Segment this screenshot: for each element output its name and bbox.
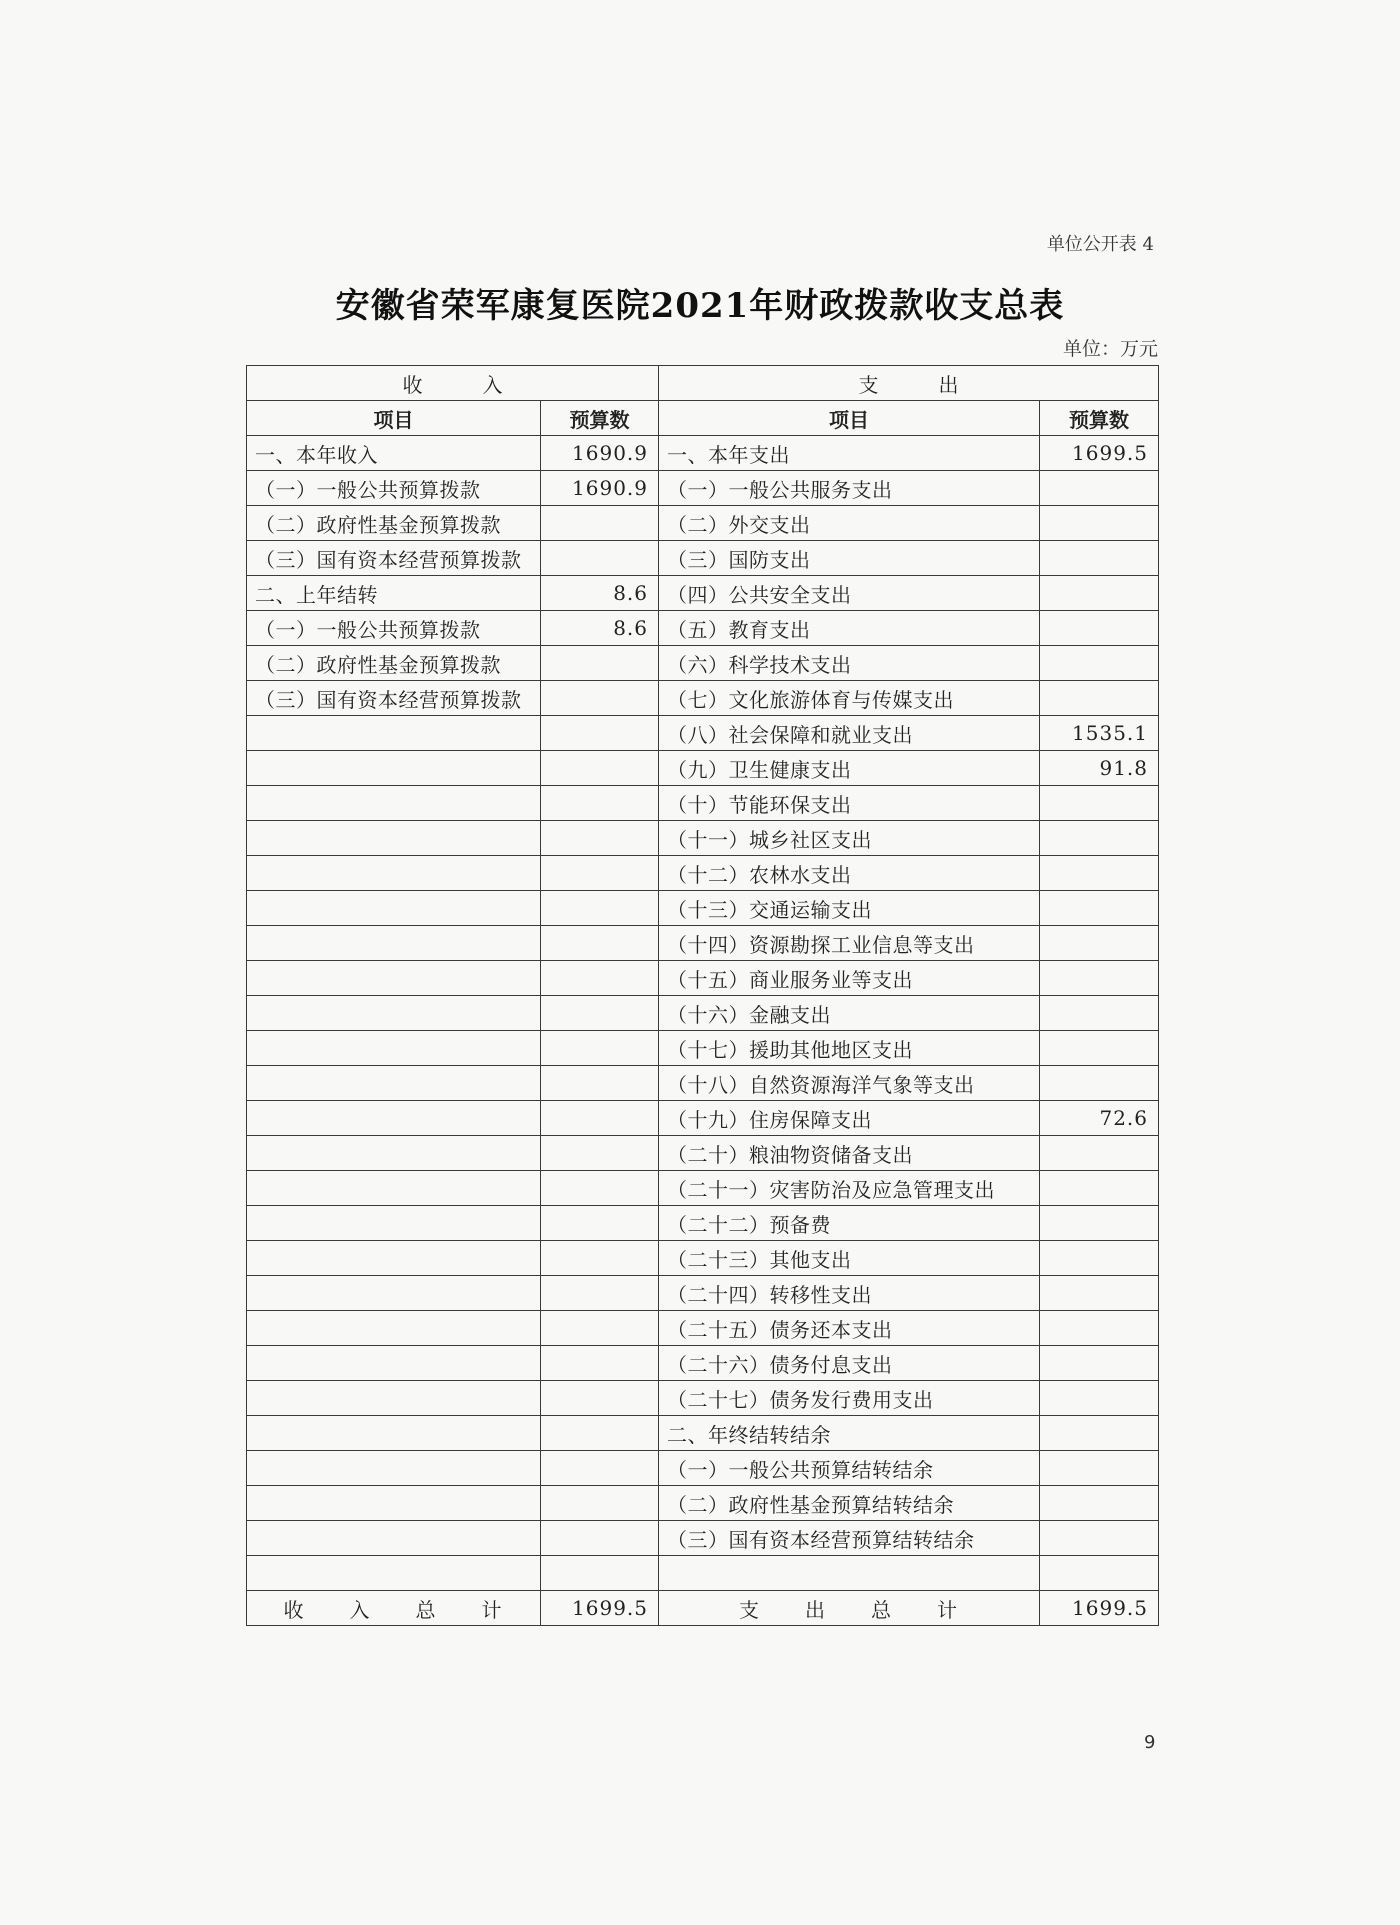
table-row: [247, 1136, 1159, 1171]
table-body: [247, 436, 1159, 1591]
expense-value-cell: [1040, 1346, 1159, 1381]
income-item-cell: [247, 1521, 541, 1556]
expense-item-cell: （三）国有资本经营预算结转结余: [659, 1521, 1040, 1556]
budget-summary-table: [246, 365, 1159, 1626]
income-value-cell: [541, 1101, 659, 1136]
income-item-cell: [247, 1451, 541, 1486]
expense-item-cell: （一）一般公共预算结转结余: [659, 1451, 1040, 1486]
table-row: [247, 1381, 1159, 1416]
income-group-header: 收 入: [247, 366, 659, 401]
expense-value-cell: [1040, 1556, 1159, 1591]
income-item-cell: [247, 786, 541, 821]
table-row: [247, 751, 1159, 786]
table-number-label: 单位公开表 4: [1046, 234, 1154, 255]
expense-item-header: 项目: [659, 401, 1040, 436]
income-value-cell: [541, 1346, 659, 1381]
table-row: [247, 1311, 1159, 1346]
table-row: [247, 1101, 1159, 1136]
income-value-cell: [541, 1206, 659, 1241]
expense-value-cell: [1040, 1311, 1159, 1346]
expense-value-cell: [1040, 1381, 1159, 1416]
expense-value-cell: [1040, 1171, 1159, 1206]
expense-value-cell: [1040, 821, 1159, 856]
expense-value-cell: [1040, 961, 1159, 996]
expense-value-cell: [1040, 1031, 1159, 1066]
expense-budget-header: 预算数: [1040, 401, 1159, 436]
expense-item-cell: （十四）资源勘探工业信息等支出: [659, 926, 1040, 961]
income-total-value: 1699.5: [541, 1591, 659, 1626]
income-value-cell: [541, 961, 659, 996]
expense-item-cell: （二十五）债务还本支出: [659, 1311, 1040, 1346]
income-item-cell: [247, 1241, 541, 1276]
table-total-section: [247, 1591, 1159, 1626]
expense-total-value: 1699.5: [1040, 1591, 1159, 1626]
expense-value-cell: [1040, 891, 1159, 926]
expense-item-cell: （五）教育支出: [659, 611, 1040, 646]
expense-value-cell: [1040, 1066, 1159, 1101]
income-item-cell: [247, 1101, 541, 1136]
income-value-cell: [541, 1486, 659, 1521]
expense-item-cell: （八）社会保障和就业支出: [659, 716, 1040, 751]
income-item-cell: [247, 1066, 541, 1101]
income-value-cell: [541, 1241, 659, 1276]
income-value-cell: [541, 1311, 659, 1346]
expense-item-cell: （十五）商业服务业等支出: [659, 961, 1040, 996]
income-item-cell: （二）政府性基金预算拨款: [247, 646, 541, 681]
expense-item-cell: （一）一般公共服务支出: [659, 471, 1040, 506]
income-item-cell: [247, 961, 541, 996]
expense-item-cell: （二十四）转移性支出: [659, 1276, 1040, 1311]
unit-label: 单位：万元: [1062, 338, 1158, 360]
expense-value-cell: [1040, 1241, 1159, 1276]
expense-value-cell: [1040, 681, 1159, 716]
income-value-cell: [541, 541, 659, 576]
table-row: [247, 926, 1159, 961]
income-item-cell: [247, 926, 541, 961]
income-item-cell: [247, 1381, 541, 1416]
expense-value-cell: [1040, 1206, 1159, 1241]
expense-value-cell: [1040, 471, 1159, 506]
income-item-cell: [247, 1136, 541, 1171]
income-value-cell: [541, 1521, 659, 1556]
income-item-cell: 一、本年收入: [247, 436, 541, 471]
expense-value-cell: [1040, 1451, 1159, 1486]
income-value-cell: [541, 1381, 659, 1416]
expense-item-cell: （二）政府性基金预算结转结余: [659, 1486, 1040, 1521]
expense-value-cell: [1040, 1276, 1159, 1311]
income-value-cell: [541, 716, 659, 751]
table-row: [247, 786, 1159, 821]
expense-group-header: 支 出: [659, 366, 1159, 401]
expense-item-cell: （二十）粮油物资储备支出: [659, 1136, 1040, 1171]
table-row: [247, 821, 1159, 856]
income-item-cell: [247, 1346, 541, 1381]
expense-item-cell: （十八）自然资源海洋气象等支出: [659, 1066, 1040, 1101]
table-row: [247, 716, 1159, 751]
table-row: [247, 996, 1159, 1031]
table-row: [247, 1521, 1159, 1556]
table-row: [247, 1276, 1159, 1311]
total-row: [247, 1591, 1159, 1626]
table-row: [247, 961, 1159, 996]
income-value-cell: [541, 1066, 659, 1101]
income-value-cell: [541, 1556, 659, 1591]
table-row: [247, 856, 1159, 891]
expense-item-cell: 一、本年支出: [659, 436, 1040, 471]
income-value-cell: [541, 891, 659, 926]
income-item-cell: （一）一般公共预算拨款: [247, 471, 541, 506]
table-row: [247, 1206, 1159, 1241]
expense-value-cell: 91.8: [1040, 751, 1159, 786]
income-item-cell: [247, 751, 541, 786]
expense-item-cell: （二十三）其他支出: [659, 1241, 1040, 1276]
expense-item-cell: （十）节能环保支出: [659, 786, 1040, 821]
income-value-cell: [541, 1171, 659, 1206]
income-value-cell: 8.6: [541, 611, 659, 646]
table-row: [247, 1486, 1159, 1521]
income-item-cell: [247, 1486, 541, 1521]
expense-value-cell: [1040, 506, 1159, 541]
income-value-cell: [541, 821, 659, 856]
expense-item-cell: （十一）城乡社区支出: [659, 821, 1040, 856]
income-item-cell: [247, 1416, 541, 1451]
expense-value-cell: [1040, 1521, 1159, 1556]
income-total-label: 收 入 总 计: [247, 1591, 541, 1626]
income-item-cell: [247, 1311, 541, 1346]
expense-item-cell: （二十六）债务付息支出: [659, 1346, 1040, 1381]
expense-item-cell: （七）文化旅游体育与传媒支出: [659, 681, 1040, 716]
income-value-cell: [541, 1451, 659, 1486]
table-row: [247, 681, 1159, 716]
table-row: [247, 1241, 1159, 1276]
expense-item-cell: （二十二）预备费: [659, 1206, 1040, 1241]
expense-item-cell: （六）科学技术支出: [659, 646, 1040, 681]
expense-total-label: 支 出 总 计: [659, 1591, 1040, 1626]
expense-item-cell: （十九）住房保障支出: [659, 1101, 1040, 1136]
expense-value-cell: [1040, 996, 1159, 1031]
expense-value-cell: [1040, 926, 1159, 961]
income-item-cell: [247, 1031, 541, 1066]
table-row: [247, 1346, 1159, 1381]
table-row: [247, 1556, 1159, 1591]
table-row: [247, 1416, 1159, 1451]
income-item-cell: [247, 821, 541, 856]
expense-item-cell: （二）外交支出: [659, 506, 1040, 541]
expense-value-cell: [1040, 786, 1159, 821]
table-row: [247, 1451, 1159, 1486]
income-item-cell: [247, 1556, 541, 1591]
table-row: [247, 891, 1159, 926]
income-value-cell: [541, 751, 659, 786]
table-row: [247, 646, 1159, 681]
table-row: [247, 436, 1159, 471]
expense-value-cell: [1040, 541, 1159, 576]
income-value-cell: [541, 506, 659, 541]
expense-item-cell: （十三）交通运输支出: [659, 891, 1040, 926]
income-value-cell: 1690.9: [541, 436, 659, 471]
expense-value-cell: [1040, 1416, 1159, 1451]
table-row: [247, 506, 1159, 541]
table-row: [247, 1031, 1159, 1066]
income-value-cell: [541, 681, 659, 716]
expense-item-cell: [659, 1556, 1040, 1591]
income-item-cell: [247, 1171, 541, 1206]
table-row: [247, 1066, 1159, 1101]
income-value-cell: [541, 856, 659, 891]
expense-value-cell: [1040, 611, 1159, 646]
table-header-row-columns: [247, 401, 1159, 436]
expense-item-cell: （十二）农林水支出: [659, 856, 1040, 891]
table-row: [247, 1171, 1159, 1206]
table-row: [247, 611, 1159, 646]
income-item-cell: [247, 996, 541, 1031]
income-value-cell: [541, 1031, 659, 1066]
expense-value-cell: [1040, 1136, 1159, 1171]
expense-item-cell: （二十一）灾害防治及应急管理支出: [659, 1171, 1040, 1206]
income-item-header: 项目: [247, 401, 541, 436]
page-title: 安徽省荣军康复医院2021年财政拨款收支总表: [335, 286, 1065, 326]
income-item-cell: [247, 856, 541, 891]
table-row: [247, 576, 1159, 611]
income-budget-header: 预算数: [541, 401, 659, 436]
expense-value-cell: 1699.5: [1040, 436, 1159, 471]
table-header-row-group: [247, 366, 1159, 401]
expense-value-cell: [1040, 1486, 1159, 1521]
income-item-cell: （三）国有资本经营预算拨款: [247, 681, 541, 716]
income-value-cell: [541, 1136, 659, 1171]
income-value-cell: [541, 646, 659, 681]
income-item-cell: （二）政府性基金预算拨款: [247, 506, 541, 541]
income-item-cell: （三）国有资本经营预算拨款: [247, 541, 541, 576]
expense-value-cell: 72.6: [1040, 1101, 1159, 1136]
income-value-cell: 1690.9: [541, 471, 659, 506]
expense-value-cell: [1040, 856, 1159, 891]
expense-item-cell: （四）公共安全支出: [659, 576, 1040, 611]
income-value-cell: [541, 1276, 659, 1311]
expense-item-cell: （九）卫生健康支出: [659, 751, 1040, 786]
income-item-cell: [247, 891, 541, 926]
expense-item-cell: （十六）金融支出: [659, 996, 1040, 1031]
income-value-cell: [541, 996, 659, 1031]
expense-item-cell: （十七）援助其他地区支出: [659, 1031, 1040, 1066]
expense-item-cell: 二、年终结转结余: [659, 1416, 1040, 1451]
income-value-cell: [541, 786, 659, 821]
income-item-cell: [247, 716, 541, 751]
income-item-cell: [247, 1206, 541, 1241]
expense-value-cell: [1040, 646, 1159, 681]
expense-value-cell: [1040, 576, 1159, 611]
expense-item-cell: （三）国防支出: [659, 541, 1040, 576]
table-row: [247, 541, 1159, 576]
income-item-cell: 二、上年结转: [247, 576, 541, 611]
income-value-cell: [541, 926, 659, 961]
page-number: 9: [1144, 1732, 1156, 1753]
table-row: [247, 471, 1159, 506]
income-value-cell: 8.6: [541, 576, 659, 611]
income-item-cell: （一）一般公共预算拨款: [247, 611, 541, 646]
income-item-cell: [247, 1276, 541, 1311]
expense-value-cell: 1535.1: [1040, 716, 1159, 751]
income-value-cell: [541, 1416, 659, 1451]
expense-item-cell: （二十七）债务发行费用支出: [659, 1381, 1040, 1416]
